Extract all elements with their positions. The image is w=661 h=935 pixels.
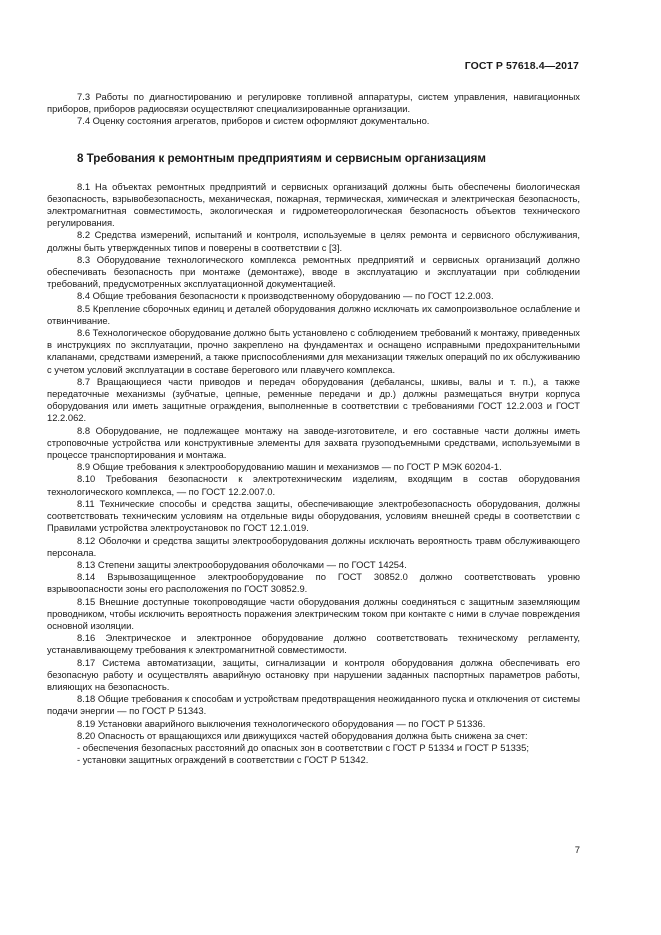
section-title: 8 Требования к ремонтным предприятиям и сервисным организациям (77, 151, 486, 165)
paragraph-8-18: 8.18 Общие требования к способам и устройствам предотвращения неожиданного пуска и отключения от системы подачи энергии — по ГОСТ Р 51343. (47, 693, 580, 717)
paragraph-7-4: 7.4 Оценку состояния агрегатов, приборов и систем оформляют документально. (77, 115, 430, 127)
paragraph-8-11: 8.11 Технические способы и средства защиты, обеспечивающие электробезопасность оборудования, должны соответствовать техническим условиям на отдельные виды оборудования, условиям внешней среды в соответствии с Правилами устройства электроустановок по ГОСТ 12.1.019. (47, 497, 580, 534)
paragraph-8-7: 8.7 Вращающиеся части приводов и передач оборудования (дебалансы, шкивы, валы и т. п.), а также передаточные механизмы (зубчатые, цепные, ременные передачи и др.) должны размещаться внутри корпуса оборудования или иметь защитные ограждения, выполненные в соответствии с требованиями ГОСТ 12.2.003 и ГОСТ 12.2.062. (47, 375, 580, 424)
paragraph-8-12: 8.12 Оболочки и средства защиты электрооборудования должны исключать вероятность травм обслуживающего персонала. (47, 534, 580, 558)
paragraph-8-16: 8.16 Электрическое и электронное оборудование должно соответствовать техническому регламенту, устанавливающему требования к электромагнитной совместимости. (47, 632, 580, 656)
paragraph-8-3: 8.3 Оборудование технологического комплекса ремонтных предприятий и сервисных организаций должно обеспечивать безопасность при монтаже (демонтаже), вводе в эксплуатацию и эксплуатации при соблюдении требований, предусмотренных эксплуатационной документацией. (47, 253, 580, 290)
paragraph-8-8: 8.8 Оборудование, не подлежащее монтажу на заводе-изготовителе, и его составные части должны иметь строповочные устройства или конструктивные элементы для захвата грузоподъемными средствами, используемыми в процессе транспортирования и монтажа. (47, 424, 580, 461)
paragraph-8-5: 8.5 Крепление сборочных единиц и деталей оборудования должно исключать их самопроизвольное ослабление и отвинчивание. (47, 302, 580, 326)
paragraph-8-13: 8.13 Степени защиты электрооборудования оболочками — по ГОСТ 14254. (77, 558, 407, 570)
paragraph-8-17: 8.17 Система автоматизации, защиты, сигнализации и контроля оборудования должна обеспечивать его безопасную работу и осуществлять аварийную остановку при нарушении заданных паспортных параметров работы, влияющих на безопасность. (47, 656, 580, 692)
page-body (47, 91, 580, 766)
paragraph-8-15: 8.15 Внешние доступные токопроводящие части оборудования должны соединяться с защитным заземляющим проводником, чтобы исключить вероятность поражения электрическим током при контакте с ними в случае повреждения основной изоляции. (47, 595, 580, 631)
paragraph-8-14: 8.14 Взрывозащищенное электрооборудование по ГОСТ 30852.0 должно соответствовать уровню взрывоопасности зоны его расположения по ГОСТ 30852.9. (47, 571, 580, 595)
paragraph-8-10: 8.10 Требования безопасности к электротехническим изделиям, входящим в состав оборудования технологического комплекса, — по ГОСТ 12.2.007.0. (47, 473, 580, 497)
list-item-guards: - установки защитных ограждений в соответствии с ГОСТ Р 51342. (77, 754, 369, 766)
paragraph-8-6: 8.6 Технологическое оборудование должно быть установлено с соблюдением требований к монтажу, приведенных в инструкциях по эксплуатации, прочно закреплено на фундаментах и оснащено исправными предохранительными клапанами, средствами измерений, а также приспособлениями для механизации тяжелых операций по их обслуживанию с учетом условий эксплуатации в составе берегового или плавучего комплекса. (47, 327, 580, 375)
standard-designation: ГОСТ Р 57618.4—2017 (464, 60, 579, 72)
paragraph-8-2: 8.2 Средства измерений, испытаний и контроля, используемые в целях ремонта и сервисного обслуживания, должны быть утвержденных типов и поверены в соответствии с [3]. (47, 229, 580, 253)
paragraph-8-1: 8.1 На объектах ремонтных предприятий и сервисных организаций должны быть обеспечены биологическая безопасность, взрывобезопасность, механическая, пожарная, термическая, химическая и электрическая безопасность, электромагнитная совместимость, экологическая и гидрометеорологическая безопасность объектов технического регулирования. (47, 180, 580, 229)
page-number: 7 (574, 845, 580, 856)
paragraph-8-19: 8.19 Установки аварийного выключения технологического оборудования — по ГОСТ Р 51336. (77, 717, 486, 729)
paragraph-8-4: 8.4 Общие требования безопасности к производственному оборудованию — по ГОСТ 12.2.003. (77, 290, 494, 302)
list-item-safe-distances: - обеспечения безопасных расстояний до опасных зон в соответствии с ГОСТ Р 51334 и ГОСТ Р 51335; (77, 741, 529, 753)
paragraph-8-9: 8.9 Общие требования к электрооборудованию машин и механизмов — по ГОСТ Р МЭК 60204-1. (77, 461, 502, 473)
paragraph-8-20: 8.20 Опасность от вращающихся или движущихся частей оборудования должна быть снижена за счет: (77, 729, 528, 741)
paragraph-7-3: 7.3 Работы по диагностированию и регулировке топливной аппаратуры, систем управления, навигационных приборов, приборов радиосвязи осуществляют специализированные организации. (47, 91, 580, 115)
